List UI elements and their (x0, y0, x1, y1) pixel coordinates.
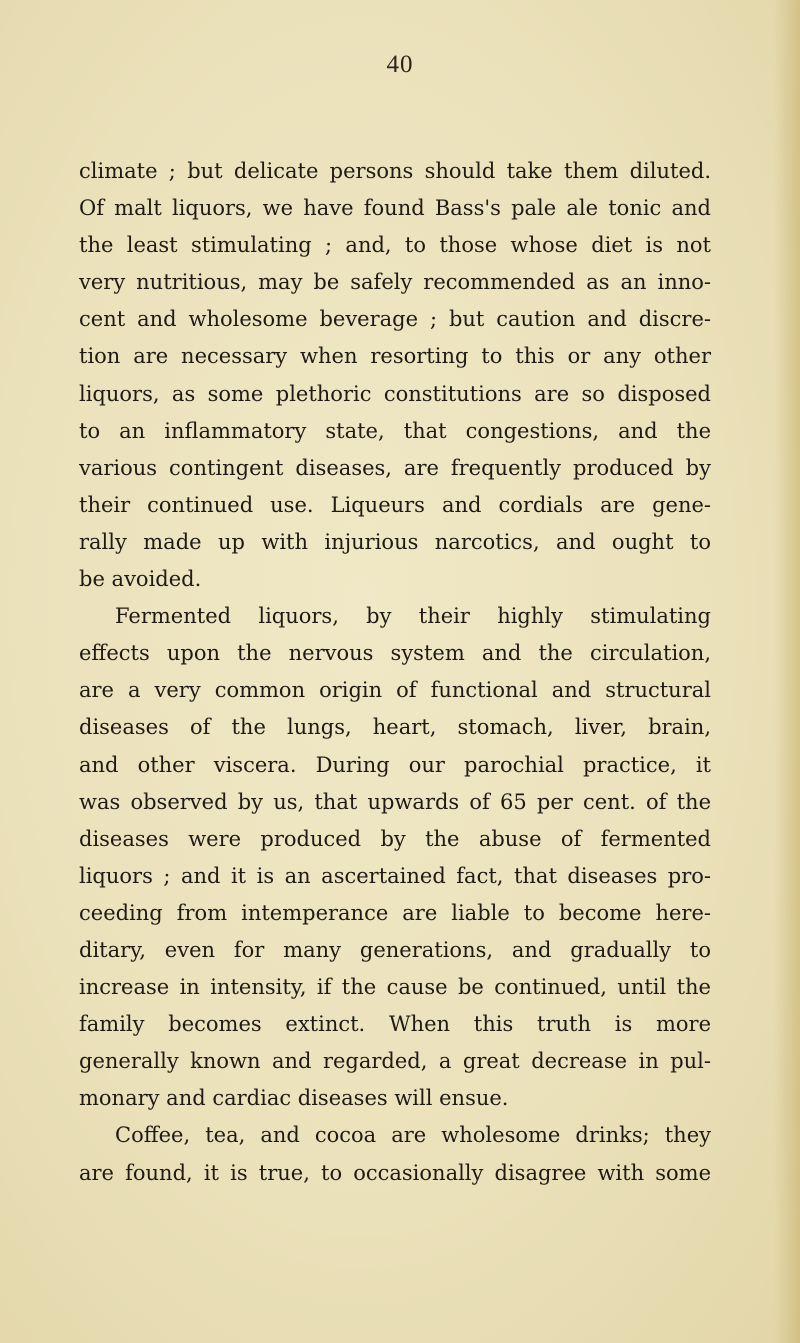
text-line: liquors ; and it is an ascertained fact, that diseases pro- (79, 863, 711, 888)
text-line: their continued use. Liqueurs and cordials are gene- (79, 492, 711, 517)
text-line: diseases were produced by the abuse of fermented (79, 826, 711, 851)
text-line: liquors, as some plethoric constitutions are so disposed (79, 381, 711, 406)
text-line: Of malt liquors, we have found Bass's pale ale tonic and (79, 196, 711, 221)
text-line: to an inflammatory state, that congestions, and the (79, 418, 711, 443)
text-line: various contingent diseases, are frequently produced by (79, 455, 711, 480)
text-line: ceeding from intemperance are liable to become here- (79, 900, 711, 925)
text-line: increase in intensity, if the cause be continued, until the (79, 975, 711, 1000)
page-edge-shadow (774, 0, 800, 1343)
text-line: family becomes extinct. When this truth is more (79, 1012, 711, 1037)
text-line: effects upon the nervous system and the circulation, (79, 641, 711, 666)
text-line: cent and wholesome beverage ; but caution and discre- (79, 307, 711, 332)
text-line: are a very common origin of functional and structural (79, 678, 711, 703)
text-line: very nutritious, may be safely recommended as an inno- (79, 270, 711, 295)
text-line: climate ; but delicate persons should take them diluted. (79, 159, 711, 183)
text-line: was observed by us, that upwards of 65 per cent. of the (79, 789, 711, 814)
text-line: tion are necessary when resorting to this or any other (79, 344, 711, 369)
body-text (79, 153, 711, 1192)
text-line: diseases of the lungs, heart, stomach, liver, brain, (79, 715, 711, 740)
text-line: are found, it is true, to occasionally disagree with some (79, 1160, 711, 1185)
text-line: be avoided. (79, 567, 202, 592)
text-line: rally made up with injurious narcotics, and ought to (79, 529, 711, 554)
text-line: the least stimulating ; and, to those whose diet is not (79, 233, 711, 258)
page-number: 40 (386, 51, 414, 78)
text-line: Coffee, tea, and cocoa are wholesome drinks; they (115, 1123, 711, 1148)
text-line: generally known and regarded, a great decrease in pul- (79, 1049, 711, 1074)
text-line: Fermented liquors, by their highly stimulating (115, 604, 711, 629)
text-line: ditary, even for many generations, and gradually to (79, 937, 711, 962)
text-line: and other viscera. During our parochial practice, it (79, 752, 711, 777)
text-line: monary and cardiac diseases will ensue. (79, 1086, 509, 1111)
